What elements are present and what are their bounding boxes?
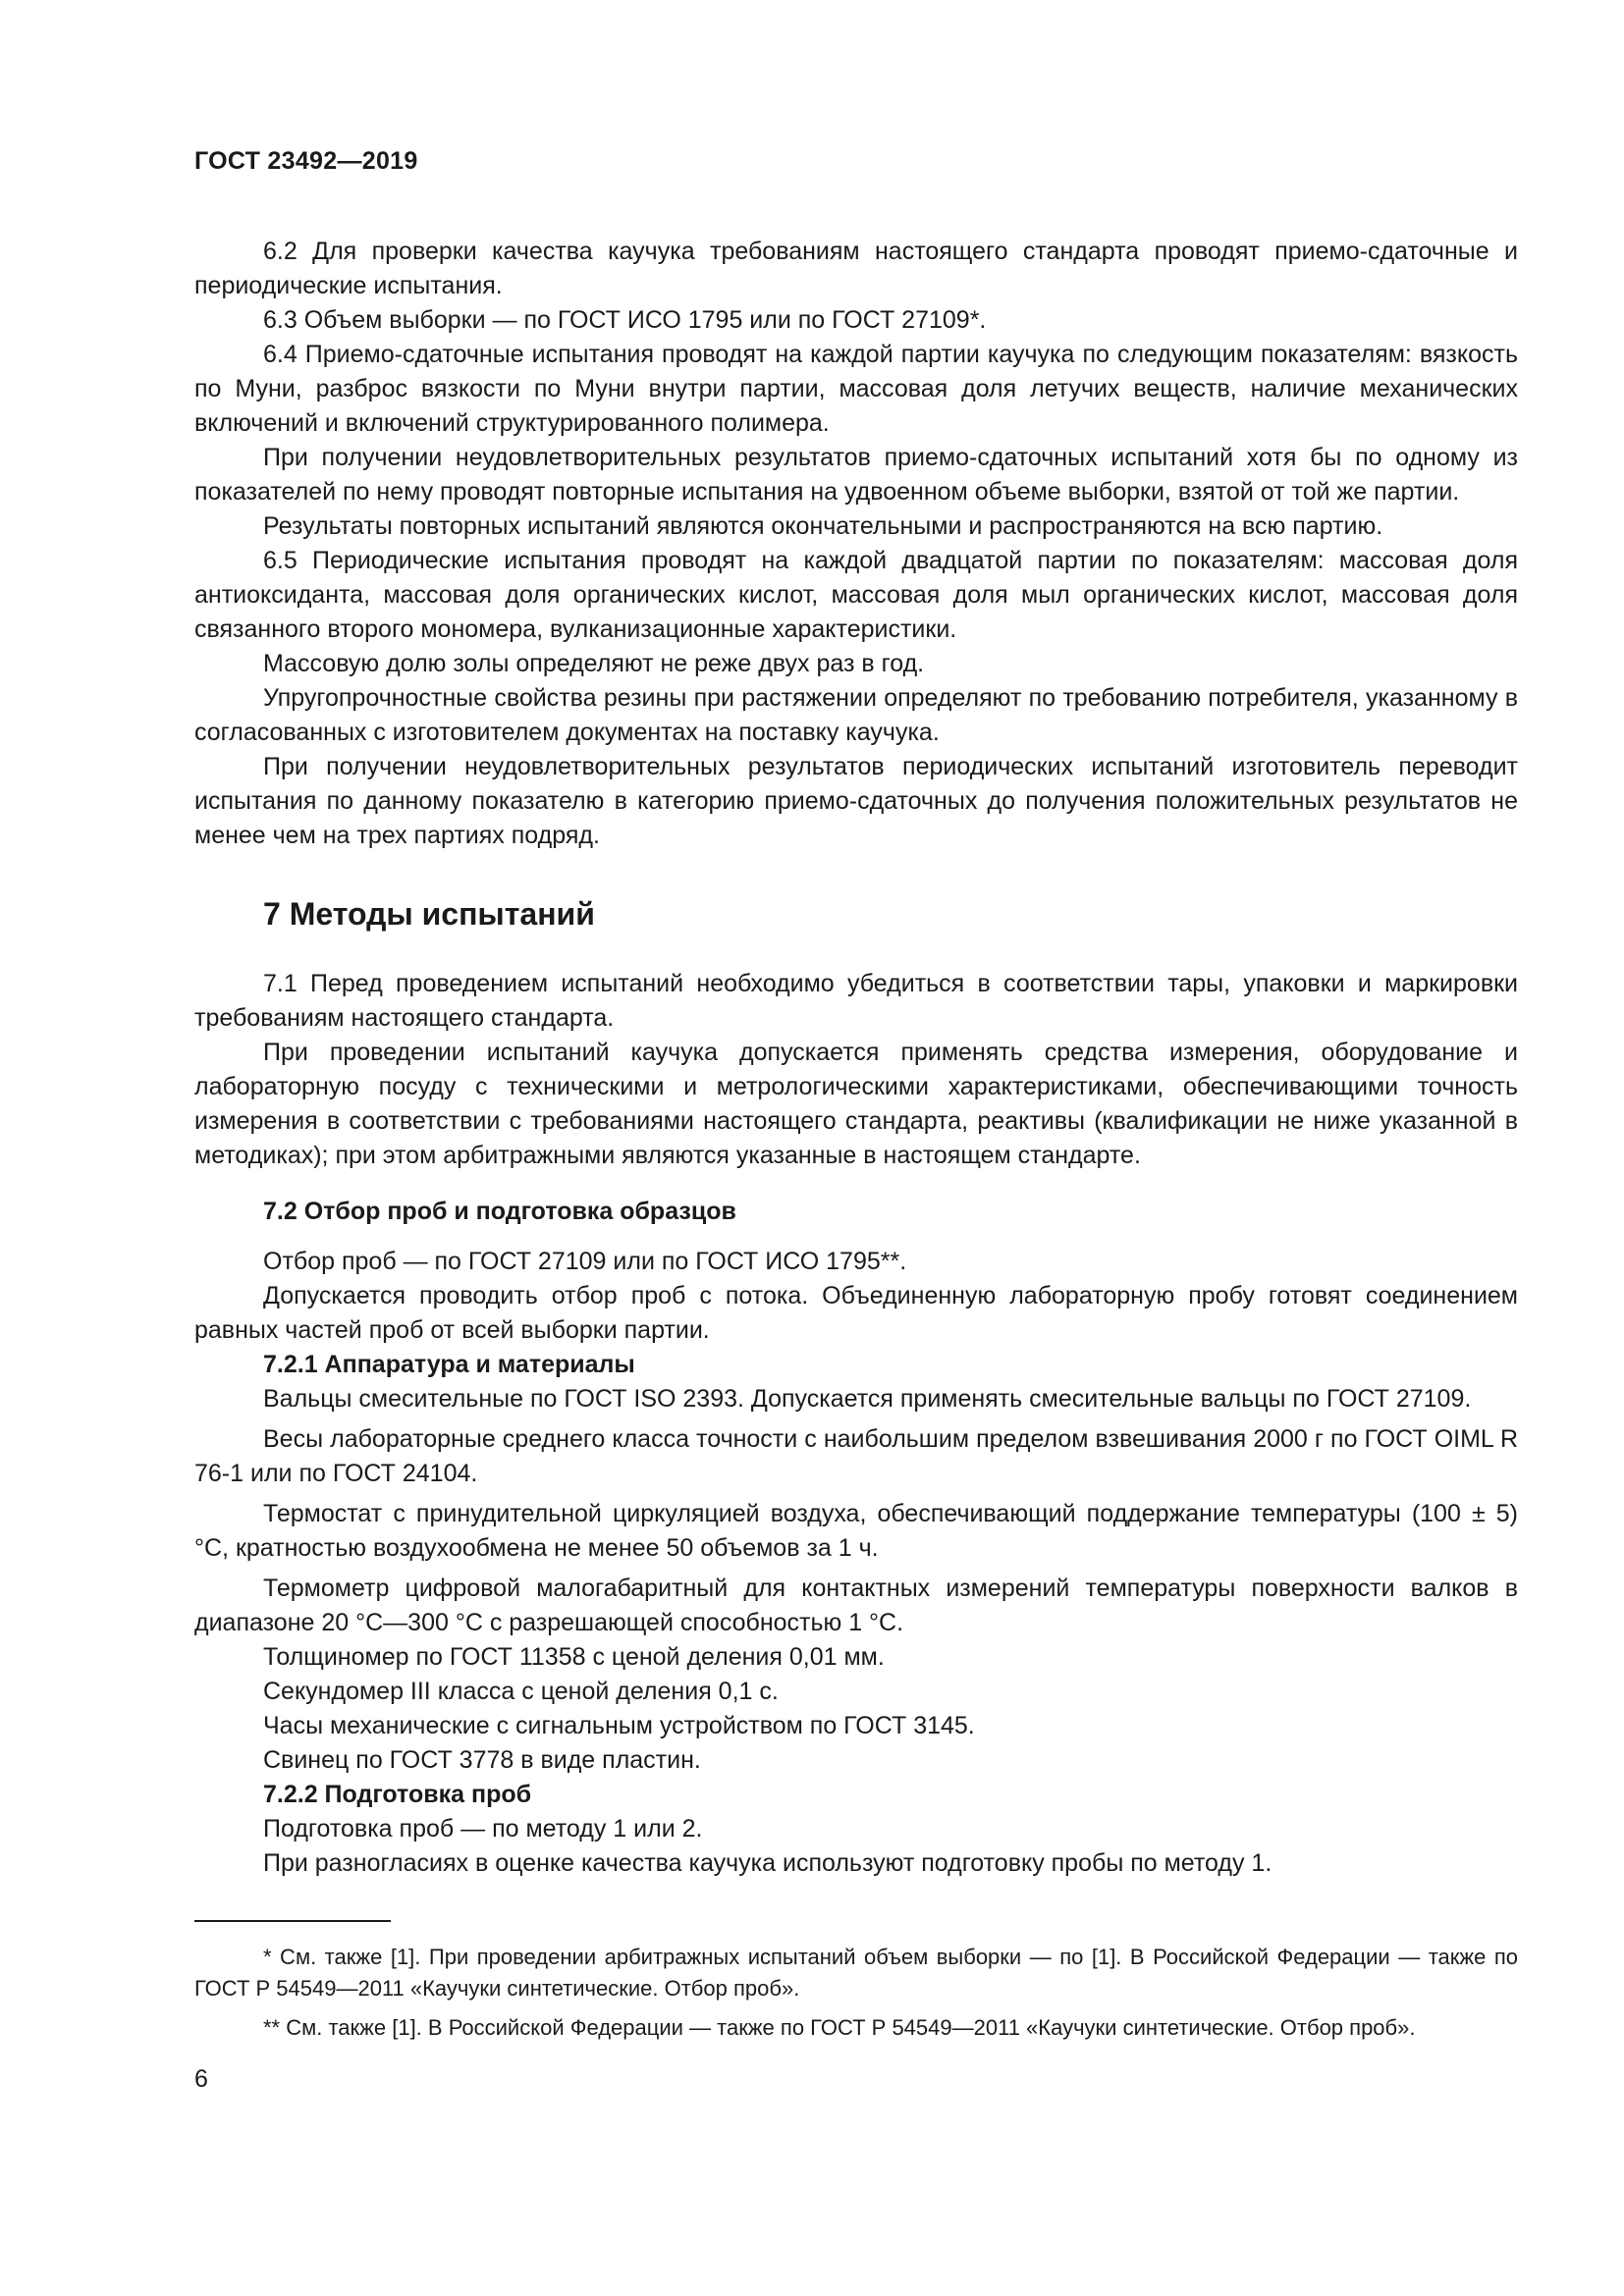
paragraph: Весы лабораторные среднего класса точности с наибольшим пределом взвешивания 2000 г по ГОСТ OIML R 76-1 или по ГОСТ 24104. <box>194 1425 1518 1487</box>
paragraph: 6.3 Объем выборки — по ГОСТ ИСО 1795 или по ГОСТ 27109*. <box>263 306 987 334</box>
section-7-2-2-body <box>194 1812 1518 1881</box>
paragraph: Вальцы смесительные по ГОСТ ISO 2393. Допускается применять смесительные вальцы по ГОСТ 27109. <box>263 1385 1472 1413</box>
paragraph: Часы механические с сигнальным устройством по ГОСТ 3145. <box>263 1712 975 1739</box>
paragraph: Массовую долю золы определяют не реже двух раз в год. <box>263 650 925 677</box>
footnotes <box>194 1942 1518 2044</box>
footnote: ** См. также [1]. В Российской Федерации — также по ГОСТ Р 54549—2011 «Каучуки синтетические. Отбор проб». <box>263 2015 1416 2040</box>
paragraph: При разногласиях в оценке качества каучука используют подготовку пробы по методу 1. <box>263 1849 1272 1877</box>
paragraph: 7.1 Перед проведением испытаний необходимо убедиться в соответствии тары, упаковки и маркировки требованиям настоящего стандарта. <box>194 970 1518 1032</box>
page-number: 6 <box>194 2065 208 2093</box>
paragraph: Толщиномер по ГОСТ 11358 с ценой деления 0,01 мм. <box>263 1643 885 1671</box>
section-7-2-1-body <box>194 1382 1518 1778</box>
paragraph: Секундомер III класса с ценой деления 0,1 с. <box>263 1678 779 1705</box>
paragraph: Свинец по ГОСТ 3778 в виде пластин. <box>263 1746 701 1774</box>
document-page <box>194 147 1518 2094</box>
paragraph: Упругопрочностные свойства резины при растяжении определяют по требованию потребителя, указанному в согласованных с изготовителем документах на поставку каучука. <box>194 684 1518 746</box>
section-7-2-body <box>194 1245 1518 1348</box>
paragraph: Подготовка проб — по методу 1 или 2. <box>263 1815 703 1842</box>
section-7-2-1-heading: 7.2.1 Аппаратура и материалы <box>263 1351 635 1378</box>
paragraph: При получении неудовлетворительных результатов приемо-сдаточных испытаний хотя бы по одному из показателей по нему проводят повторные испытания на удвоенном объеме выборки, взятой от той же партии. <box>194 444 1518 506</box>
section-7-2-heading: 7.2 Отбор проб и подготовка образцов <box>263 1198 736 1225</box>
paragraph: Результаты повторных испытаний являются окончательными и распространяются на всю партию. <box>263 512 1383 540</box>
footnote: * См. также [1]. При проведении арбитражных испытаний объем выборки — по [1]. В Российской Федерации — также по ГОСТ Р 54549—2011 «Каучуки синтетические. Отбор проб». <box>194 1945 1518 2001</box>
paragraph: При получении неудовлетворительных результатов периодических испытаний изготовитель переводит испытания по данному показателю в категорию приемо-сдаточных до получения положительных результатов не менее чем на трех партиях подряд. <box>194 753 1518 849</box>
paragraph: 6.4 Приемо-сдаточные испытания проводят на каждой партии каучука по следующим показателям: вязкость по Муни, разброс вязкости по Муни внутри партии, массовая доля летучих веществ, наличие механических включений и включений структурированного полимера. <box>194 341 1518 437</box>
document-header: ГОСТ 23492—2019 <box>194 147 418 175</box>
paragraph: 6.5 Периодические испытания проводят на каждой двадцатой партии по показателям: массовая доля антиоксиданта, массовая доля органических кислот, массовая доля мыл органических кислот, массовая доля связанного второго мономера, вулканизационные характеристики. <box>194 547 1518 643</box>
section-7-1-body <box>194 967 1518 1173</box>
footnote-divider <box>194 1920 391 1922</box>
paragraph: Отбор проб — по ГОСТ 27109 или по ГОСТ ИСО 1795**. <box>263 1248 907 1275</box>
section-6-body <box>194 235 1518 853</box>
section-7-heading: 7 Методы испытаний <box>263 896 595 932</box>
paragraph: Термостат с принудительной циркуляцией воздуха, обеспечивающий поддержание температуры (100 ± 5) °С, кратностью воздухообмена не менее 50 объемов за 1 ч. <box>194 1500 1518 1562</box>
section-7-2-2-heading: 7.2.2 Подготовка проб <box>263 1781 532 1808</box>
paragraph: Термометр цифровой малогабаритный для контактных измерений температуры поверхности валков в диапазоне 20 °С—300 °С с разрешающей способностью 1 °С. <box>194 1575 1518 1636</box>
paragraph: 6.2 Для проверки качества каучука требованиям настоящего стандарта проводят приемо-сдаточные и периодические испытания. <box>194 238 1518 299</box>
paragraph: При проведении испытаний каучука допускается применять средства измерения, оборудование и лабораторную посуду с техническими и метрологическими характеристиками, обеспечивающими точность измерения в соответствии с требованиями настоящего стандарта, реактивы (квалификации не ниже указанной в методиках); при этом арбитражными являются указанные в настоящем стандарте. <box>194 1039 1518 1169</box>
paragraph: Допускается проводить отбор проб с потока. Объединенную лабораторную пробу готовят соединением равных частей проб от всей выборки партии. <box>194 1282 1518 1344</box>
